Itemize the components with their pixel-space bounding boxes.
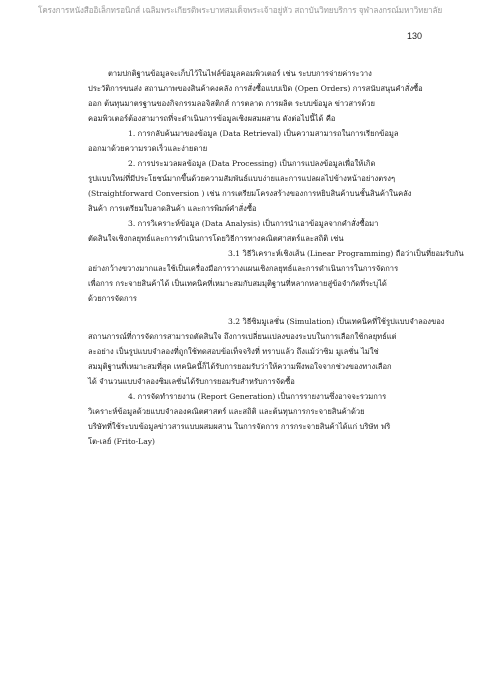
text-line: อย่างกว้างขวางมากและใช้เป็นเครื่องมือการวางแผนเชิงกลยุทธ์และการดำเนินการในการจัดการ <box>88 264 399 273</box>
text-line: เพื่อการ กระจายสินค้าได้ เป็นเทคนิคที่เหมาะสมกับสมมุติฐานที่หลากหลายสู่ข้อจำกัดที่ระบุได้ <box>88 279 387 288</box>
text-line: ด้วยการจัดการ <box>88 294 137 303</box>
text-line: 3.2 วิธีซิมมูเลชั่น (Simulation) เป็นเทคนิคที่ใช้รูปแบบจำลองของ <box>228 317 445 326</box>
text-line: วิเคราะห์ข้อมูลด้วยแบบจำลองคณิตศาสตร์ และสถิติ และต้นทุนการกระจายสินค้าด้วย <box>88 407 365 416</box>
text-line: คอมพิวเตอร์ต้องสามารถที่จะดำเนินการข้อมูลเชิงผสมผสาน ดังต่อไปนี้ได้ คือ <box>88 114 336 123</box>
paragraph-gap <box>88 306 408 314</box>
text-line: 3. การวิเคราะห์ข้อมูล (Data Analysis) เป็นการนำเอาข้อมูลจากคำสั่งซื้อมา <box>128 219 379 228</box>
text-line: ประวัติการขนส่ง สถานภาพของสินค้าคงคลัง การสั่งซื้อแบบเปิด (Open Orders) การสนับสนุนคำสั่งซื้อ <box>88 84 423 93</box>
text-line: 2. การประมวลผลข้อมูล (Data Processing) เป็นการแปลงข้อมูลเพื่อให้เกิด <box>128 159 376 168</box>
text-line: ละอย่าง เป็นรูปแบบจำลองที่ถูกใช้ทดสอบข้อเท็จจริงที่ ทราบแล้ว ถึงแม้ว่าซิม มูเลชั่น ไม่ใช่ <box>88 347 379 356</box>
text-line: ได้ จำนวนแบบจำลองซิมเลชั่นได้รับการยอมรับสำหรับการจัดซื้อ <box>88 377 295 386</box>
watermark-header: โครงการหนังสืออิเล็กทรอนิกส์ เฉลิมพระเกียรติพระบาทสมเด็จพระเจ้าอยู่หัว สถาบันวิทยบริการ จุฬาลงกรณ์มหาวิทยาลัย <box>37 5 443 15</box>
text-line: ตัดสินใจเชิงกลยุทธ์และการดำเนินการโดยวิธีการทางคณิตศาสตร์และสถิติ เช่น <box>88 234 344 243</box>
page-number: 130 <box>406 31 422 41</box>
body-text <box>88 66 464 449</box>
text-line: สมมุติฐานที่เหมาะสมที่สุด เทคนิคนี้ก็ได้รับการยอมรับว่าให้ความพึงพอใจจากช่วงของทางเลือก <box>88 362 392 371</box>
text-line: ออกมาด้วยความรวดเร็วและง่ายดาย <box>88 144 208 153</box>
text-line: โต-เลย์ (Frito-Lay) <box>88 437 155 446</box>
text-line: ตามปกติฐานข้อมูลจะเก็บไว้ในไฟล์ข้อมูลคอมพิวเตอร์ เช่น ระบบการจ่ายค่าระวาง <box>108 69 372 78</box>
text-line: 4. การจัดทำรายงาน (Report Generation) เป็นการรายงานซึ่งอาจจะรวมการ <box>128 392 387 401</box>
text-line: 3.1 วิธีวิเคราะห์เชิงเส้น (Linear Programming) ถือว่าเป็นที่ยอมรับกัน <box>228 249 464 258</box>
text-line: สินค้า การเตรียมใบลาดสินค้า และการพิมพ์คำสั่งซื้อ <box>88 204 257 213</box>
text-line: บริษัทที่ใช้ระบบข้อมูลข่าวสารแบบผสมผสาน ในการจัดการ การกระจายสินค้าได้แก่ บริษัท ฟริ <box>88 422 391 431</box>
text-line: ออก ต้นทุนมาตรฐานของกิจกรรมลอจิสติกส์ การตลาด การผลิต ระบบข้อมูล ข่าวสารด้วย <box>88 99 376 108</box>
text-line: รูปแบบใหม่ที่มีประโยชน์มากขึ้นด้วยความสัมพันธ์แบบง่ายและการแปลผลไปข้างหน้าอย่างตรงๆ <box>88 174 396 183</box>
text-line: 1. การกลับค้นมาของข้อมูล (Data Retrieval) เป็นความสามารถในการเรียกข้อมูล <box>128 129 399 138</box>
text-line: สถานการณ์ที่การจัดการสามารถตัดสินใจ ถึงการเปลี่ยนแปลงของระบบในการเลือกใช้กลยุทธ์แต่ <box>88 332 397 341</box>
text-line: (Straightforward Conversion ) เช่น การเตรียมโครงสร้างของการหยิบสินค้าบนชั้นสินค้าในคลัง <box>88 189 412 198</box>
